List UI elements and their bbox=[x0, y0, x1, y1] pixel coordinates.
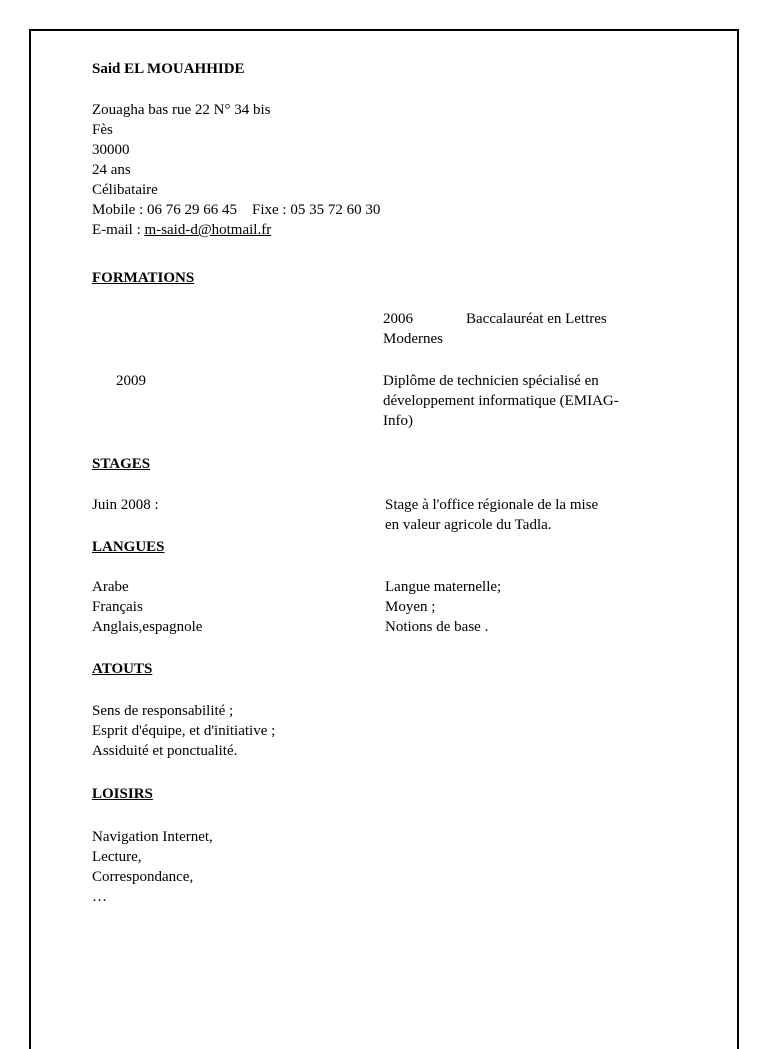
stage-description-line: Stage à l'office régionale de la mise bbox=[385, 497, 599, 513]
formation-item-2-title-line: Diplôme de technicien spécialisé en bbox=[383, 373, 599, 389]
stages-heading: STAGES bbox=[92, 456, 151, 472]
loisir-item: Lecture, bbox=[92, 849, 142, 865]
formation-item-2-title-line: Info) bbox=[383, 413, 413, 429]
email-link[interactable]: m-said-d@hotmail.fr bbox=[144, 222, 272, 238]
atout-item: Sens de responsabilité ; bbox=[92, 703, 234, 719]
formation-item-2-year: 2009 bbox=[116, 373, 146, 389]
address-block bbox=[92, 100, 380, 240]
language-name: Anglais,espagnole bbox=[92, 619, 203, 635]
address-line: Zouagha bas rue 22 N° 34 bis bbox=[92, 102, 271, 118]
language-list bbox=[92, 577, 202, 637]
language-level: Moyen ; bbox=[385, 599, 436, 615]
stage-description bbox=[385, 495, 598, 535]
city-line: Fès bbox=[92, 122, 113, 138]
postal-code-line: 30000 bbox=[92, 142, 130, 158]
loisir-item: … bbox=[92, 889, 107, 905]
loisirs-heading: LOISIRS bbox=[92, 786, 153, 802]
stage-date: Juin 2008 : bbox=[92, 497, 159, 513]
formation-item-2-title-line: développement informatique (EMIAG- bbox=[383, 393, 619, 409]
formation-item-2-title bbox=[383, 371, 619, 431]
email-label: E-mail : bbox=[92, 222, 145, 238]
stage-description-line: en valeur agricole du Tadla. bbox=[385, 517, 552, 533]
formation-item-1-title: Baccalauréat en Lettres bbox=[466, 311, 607, 327]
formation-item-1-title-cont: Modernes bbox=[383, 331, 443, 347]
language-level: Langue maternelle; bbox=[385, 579, 502, 595]
langues-heading: LANGUES bbox=[92, 539, 165, 555]
loisir-item: Correspondance, bbox=[92, 869, 194, 885]
candidate-name: Said EL MOUAHHIDE bbox=[92, 61, 245, 77]
language-name: Arabe bbox=[92, 579, 129, 595]
atout-item: Esprit d'équipe, et d'initiative ; bbox=[92, 723, 276, 739]
atouts-list bbox=[92, 701, 275, 761]
formations-heading: FORMATIONS bbox=[92, 270, 195, 286]
loisir-item: Navigation Internet, bbox=[92, 829, 213, 845]
language-level: Notions de base . bbox=[385, 619, 489, 635]
atouts-heading: ATOUTS bbox=[92, 661, 153, 677]
loisirs-list bbox=[92, 827, 213, 907]
language-name: Français bbox=[92, 599, 143, 615]
age-line: 24 ans bbox=[92, 162, 131, 178]
atout-item: Assiduité et ponctualité. bbox=[92, 743, 238, 759]
email-line bbox=[92, 220, 380, 240]
phone-line: Mobile : 06 76 29 66 45 Fixe : 05 35 72 60 30 bbox=[92, 202, 381, 218]
formation-item-1-year: 2006 bbox=[383, 311, 413, 327]
language-level-list bbox=[385, 577, 501, 637]
marital-status-line: Célibataire bbox=[92, 182, 158, 198]
